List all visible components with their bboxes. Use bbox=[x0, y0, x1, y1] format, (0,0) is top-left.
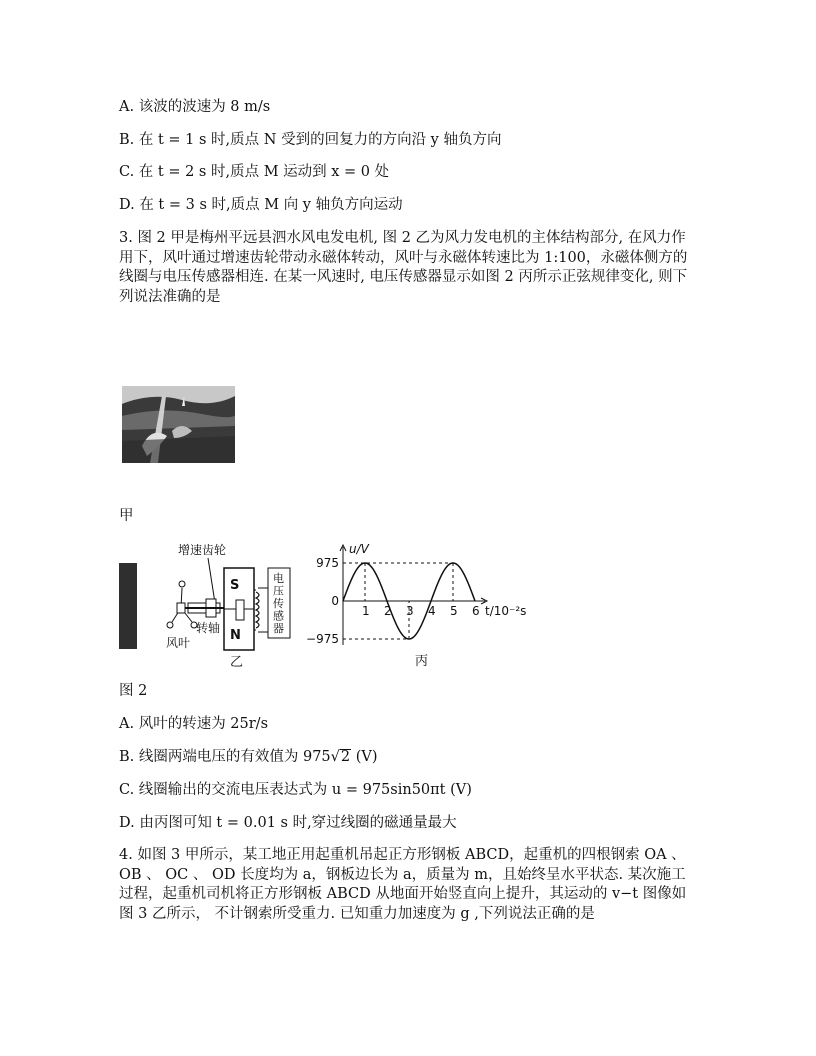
y-axis-label: u/V bbox=[349, 542, 369, 556]
shaft-label: 转轴 bbox=[196, 621, 221, 635]
figure-label: 图 2 bbox=[119, 683, 148, 699]
photo-edge bbox=[119, 563, 137, 649]
label-yi: 乙 bbox=[230, 655, 244, 670]
blade-label: 风叶 bbox=[166, 636, 191, 650]
option-q3-a: A. 风叶的转速为 25r/s bbox=[119, 716, 269, 732]
question-4-stem: 4. 如图 3 甲所示，某工地正用起重机吊起正方形钢板 ABCD，起重机的四根钢索 OA 、 OB 、 OC 、 OD 长度均为 a，钢板边长为 a，质量为 m，且始终呈水平状态. 某次施工过程，起重机司机将正方形钢板 ABCD 从地面开始竖直向上提升，其运动的 v−t 图像如图 3 乙所示， 不计钢索所受重力. 已知重力加速度为 g ,下列说法正确的是 bbox=[119, 847, 687, 922]
option-q3-d: D. 由丙图可知 t = 0.01 s 时,穿过线圈的磁通量最大 bbox=[119, 815, 457, 831]
question-3-stem: 3. 图 2 甲是梅州平远县泗水风电发电机, 图 2 乙为风力发电机的主体结构部分, 在风力作用下，风叶通过增速齿轮带动永磁体转动，风叶与永磁体转速比为 1:100，永磁体侧方的线圈与电压传感器相连. 在某一风速时, 电压传感器显示如图 2 丙所示正弦规律变化, 则下列说法准确的是 bbox=[119, 230, 688, 305]
gear-label: 增速齿轮 bbox=[178, 543, 227, 557]
option-q3-b-unit: (V) bbox=[351, 749, 378, 765]
chart-panel-label: 丙 bbox=[415, 654, 429, 669]
option-q3-b-text: B. 线圈两端电压的有效值为 975 bbox=[119, 749, 331, 765]
sensor-label: 电压传感器 bbox=[273, 572, 284, 635]
option-q2-c: C. 在 t = 2 s 时,质点 M 运动到 x = 0 处 bbox=[119, 164, 390, 180]
x-tick-label: 1 bbox=[362, 604, 370, 618]
x-tick-label: 5 bbox=[450, 604, 458, 618]
generator-diagram bbox=[160, 540, 300, 670]
x-tick-label: 3 bbox=[406, 604, 414, 618]
voltage-waveform-chart bbox=[305, 535, 535, 670]
x-axis-label: t/10⁻²s bbox=[485, 604, 527, 618]
option-q3-b bbox=[119, 747, 378, 767]
pole-s: S bbox=[230, 578, 240, 593]
option-q2-b: B. 在 t = 1 s 时,质点 N 受到的回复力的方向沿 y 轴负方向 bbox=[119, 132, 502, 148]
x-tick-label: 2 bbox=[384, 604, 392, 618]
y-tick-label: 975 bbox=[316, 556, 339, 570]
option-q2-d: D. 在 t = 3 s 时,质点 M 向 y 轴负方向运动 bbox=[119, 197, 403, 213]
pole-n: N bbox=[230, 628, 241, 643]
x-tick-label: 4 bbox=[428, 604, 436, 618]
y-tick-label: 0 bbox=[331, 594, 339, 608]
label-jia: 甲 bbox=[119, 508, 134, 524]
option-q2-a: A. 该波的波速为 8 m/s bbox=[119, 99, 271, 115]
sqrt-sign: √ bbox=[330, 749, 340, 765]
x-tick-label: 6 bbox=[472, 604, 480, 618]
option-q3-c: C. 线圈输出的交流电压表达式为 u = 975sin50πt (V) bbox=[119, 782, 472, 798]
sqrt-radicand: 2 bbox=[340, 749, 351, 765]
y-tick-label: −975 bbox=[306, 632, 339, 646]
wind-farm-photo bbox=[122, 386, 235, 463]
